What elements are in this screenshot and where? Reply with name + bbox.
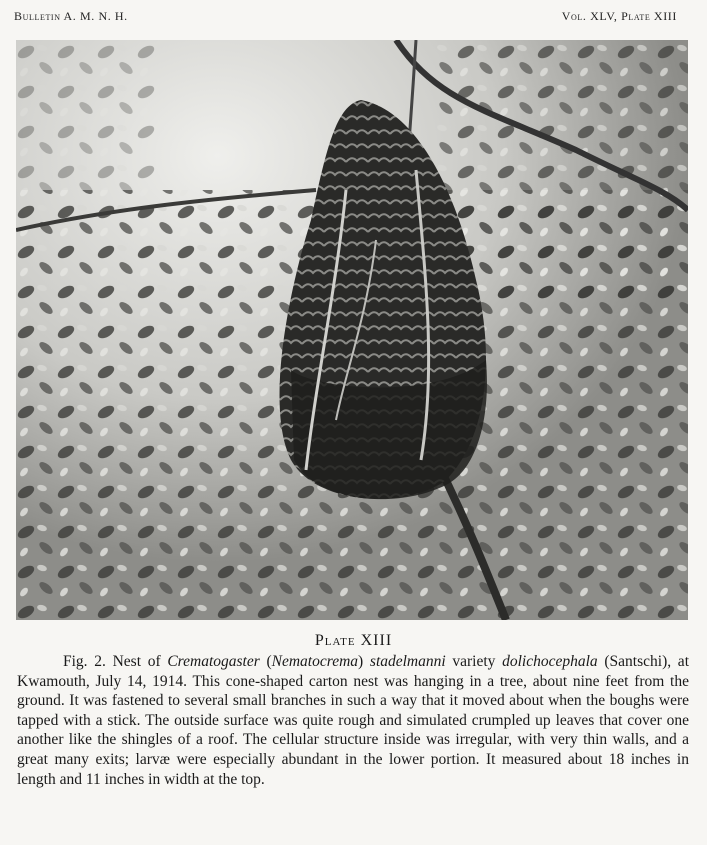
nest-photograph: [16, 40, 688, 620]
caption-fig-number: Fig. 2.: [63, 653, 106, 670]
caption-text-5: (Santschi), at Kwamouth, July 14, 1914. This cone-shaped carton nest was hanging in a tree, about nine feet from the ground. It was fastened to several small branches in such a way that it moved about when the boughs were tapped with a stick. The outside surface was quite rough and simulated crumpled up leaves that cover one another like the shingles of a roof. The cellular structure inside was irregular, with very thin walls, and a great many exits; larvæ were especially abundant in the lower portion. It measured about 18 inches in length and 11 inches in width at the top.: [17, 653, 689, 788]
caption-text-1: Nest of: [105, 653, 168, 670]
caption-subgenus: Nematocrema: [271, 653, 359, 670]
running-header-right: Vol. XLV, Plate XIII: [561, 9, 677, 23]
plate-label: Plate XIII: [314, 632, 393, 649]
caption-text-4: variety: [445, 653, 503, 670]
caption-genus: Crematogaster: [167, 653, 260, 670]
running-header-left: Bulletin A. M. N. H.: [14, 9, 128, 23]
caption-text-2: (: [259, 653, 272, 670]
ant-nest-photo-icon: [16, 40, 688, 620]
caption-text-3: ): [358, 653, 370, 670]
figure-caption: [17, 652, 689, 789]
caption-species: stadelmanni: [369, 653, 446, 670]
caption-variety: dolichocephala: [502, 653, 598, 670]
